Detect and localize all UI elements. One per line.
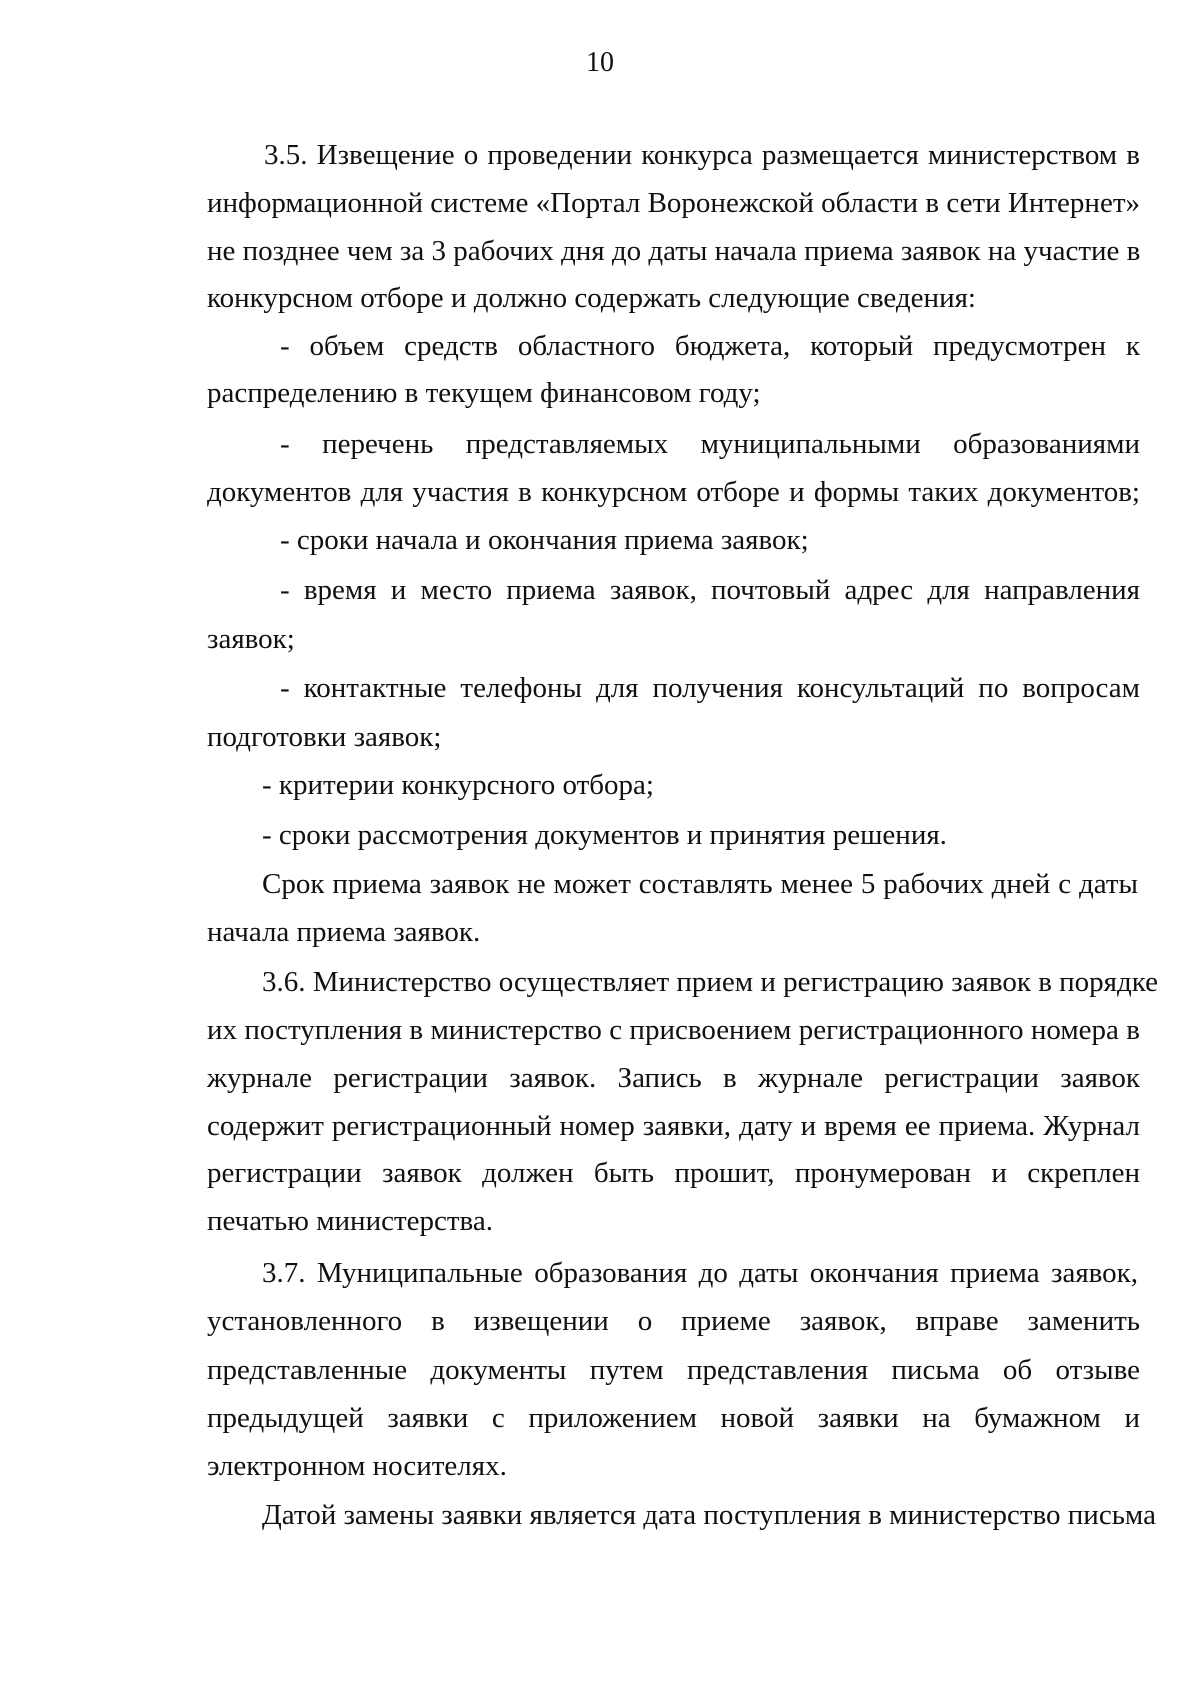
paragraph-3-5-line-3: не позднее чем за 3 рабочих дня до даты начала приема заявок на участие в (207, 235, 1141, 267)
paragraph-3-7-line-4: предыдущей заявки с приложением новой заявки на бумажном и (207, 1402, 1140, 1434)
list-item-time-place-line-2: заявок; (207, 623, 295, 655)
paragraph-3-5-line-2: информационной системе «Портал Воронежской области в сети Интернет» (207, 187, 1140, 219)
list-item-documents-line-2: документов для участия в конкурсном отборе и формы таких документов; (207, 476, 1140, 508)
paragraph-3-6-line-5: регистрации заявок должен быть прошит, пронумерован и скреплен (207, 1157, 1140, 1189)
replacement-paragraph-line-1: Датой замены заявки является дата поступления в министерство письма (262, 1499, 1156, 1531)
list-item-criteria: - критерии конкурсного отбора; (262, 769, 654, 801)
paragraph-3-6-line-1: 3.6. Министерство осуществляет прием и регистрацию заявок в порядке (262, 966, 1158, 998)
page-number: 10 (586, 47, 614, 78)
list-item-budget-line-1: - объем средств областного бюджета, который предусмотрен к (280, 330, 1140, 362)
paragraph-3-6-line-2: их поступления в министерство с присвоением регистрационного номера в (207, 1014, 1140, 1046)
paragraph-3-5-line-1: 3.5. Извещение о проведении конкурса размещается министерством в (264, 139, 1140, 171)
list-item-budget-line-2: распределению в текущем финансовом году; (207, 377, 761, 409)
term-paragraph-line-1: Срок приема заявок не может составлять менее 5 рабочих дней с даты (262, 868, 1138, 900)
paragraph-3-7-line-1: 3.7. Муниципальные образования до даты окончания приема заявок, (262, 1257, 1138, 1289)
paragraph-3-7-line-2: установленного в извещении о приеме заявок, вправе заменить (207, 1305, 1140, 1337)
paragraph-3-6-line-3: журнале регистрации заявок. Запись в журнале регистрации заявок (207, 1062, 1140, 1094)
list-item-phones-line-2: подготовки заявок; (207, 721, 442, 753)
paragraph-3-6-line-4: содержит регистрационный номер заявки, дату и время ее приема. Журнал (207, 1110, 1140, 1142)
paragraph-3-7-line-3: представленные документы путем представления письма об отзыве (207, 1354, 1140, 1386)
list-item-time-place-line-1: - время и место приема заявок, почтовый адрес для направления (280, 574, 1140, 606)
list-item-phones-line-1: - контактные телефоны для получения консультаций по вопросам (280, 672, 1140, 704)
list-item-review-terms: - сроки рассмотрения документов и принятия решения. (262, 819, 947, 851)
paragraph-3-5-line-4: конкурсном отборе и должно содержать следующие сведения: (207, 282, 976, 314)
paragraph-3-7-line-5: электронном носителях. (207, 1450, 507, 1482)
paragraph-3-6-line-6: печатью министерства. (207, 1205, 493, 1237)
list-item-deadlines: - сроки начала и окончания приема заявок; (280, 524, 809, 556)
list-item-documents-line-1: - перечень представляемых муниципальными образованиями (280, 428, 1140, 460)
term-paragraph-line-2: начала приема заявок. (207, 916, 481, 948)
